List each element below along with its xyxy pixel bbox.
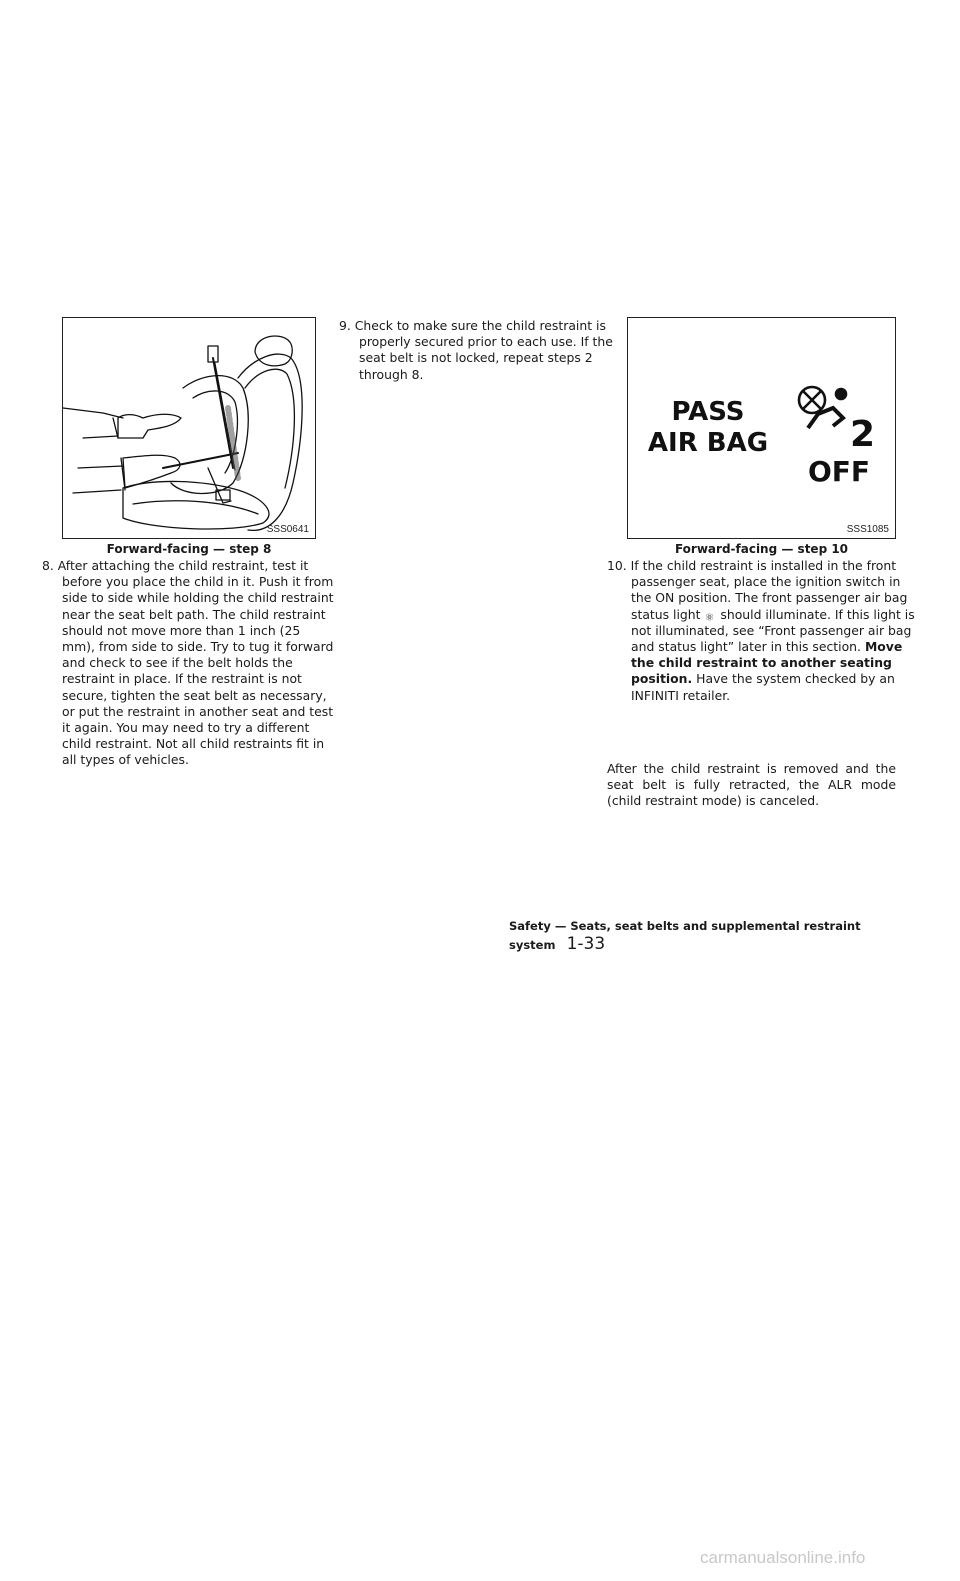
step-10-bold: Move the child restraint to another seating position. (631, 639, 903, 687)
pass-air-bag-panel (628, 318, 894, 537)
airbag-off-icon (799, 387, 846, 428)
figure-pass-air-bag (627, 317, 896, 539)
figure-code: SSS1085 (846, 524, 889, 535)
page-footer (509, 915, 899, 954)
page-number: 1-33 (566, 934, 606, 954)
step-10-part3: Have the system checked by an INFINITI retailer. (631, 671, 895, 703)
status-off: OFF (807, 455, 871, 488)
child-seat-illustration (63, 318, 314, 537)
footer-title: Safety — Seats, seat belts and supplemental restraint system (509, 919, 861, 952)
step-10-part2: should illuminate. If this light is not illuminated, see “Front passenger air bag and status light” later in this section. (631, 606, 915, 655)
watermark: carmanualsonline.info (700, 1548, 866, 1567)
figure-child-seat (62, 317, 316, 539)
step-9-body: 9. Check to make sure the child restraint is properly secured prior to each use. If the seat belt is not locked, repeat steps 2 through 8. (339, 318, 613, 382)
step-8-text (42, 558, 336, 769)
step-8-body: 8. After attaching the child restraint, test it before you place the child in it. Push it from side to side while holding the child restraint near the seat belt path. The child restraint should not move more than 1 inch (25 mm), from side to side. Try to tug it forward and check to see if the belt holds the restraint in place. If the restraint is not secure, tighten the seat belt as necessary, or put the restraint in another seat and test it again. You may need to try a different child restraint. Not all child restraints fit in all types of vehicles. (42, 558, 334, 768)
airbag-status-icon: ⚛ (704, 610, 715, 624)
status-number: 2 (850, 414, 876, 455)
figure-code: SSS0641 (266, 524, 309, 535)
air-bag-label: AIR BAG (647, 428, 769, 458)
step-10-text (607, 558, 920, 704)
figure-caption-step8: Forward-facing — step 8 (106, 542, 272, 556)
step-9-text (339, 318, 625, 383)
step-10-part1: 10. If the child restraint is installed in the front passenger seat, place the ignition switch in the ON position. The front passenger air bag status light (607, 558, 908, 622)
after-paragraph: After the child restraint is removed and the seat belt is fully retracted, the ALR mode (child restraint mode) is canceled. (607, 761, 896, 809)
pass-label: PASS (671, 397, 745, 427)
figure-caption-step10: Forward-facing — step 10 (674, 542, 849, 556)
